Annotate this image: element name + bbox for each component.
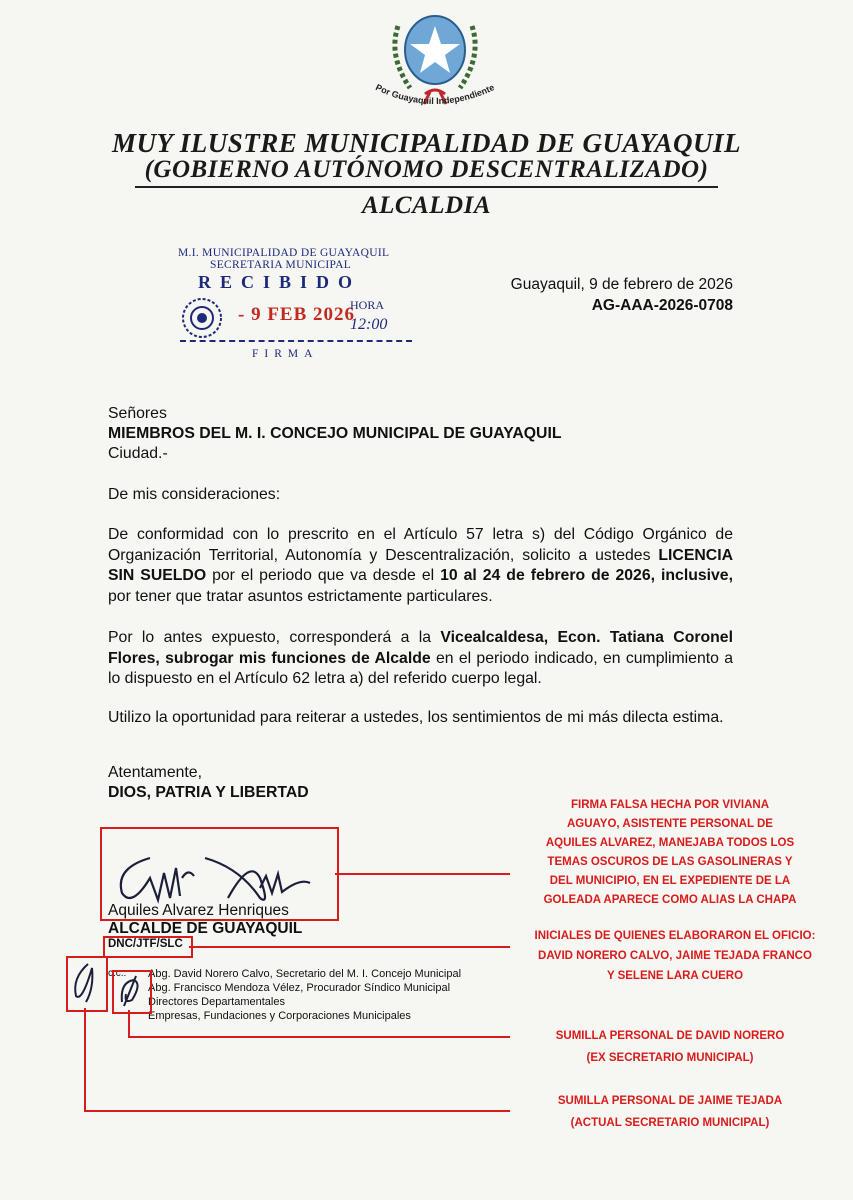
annotation-sumilla-tejada <box>510 1090 830 1134</box>
note-line: SUMILLA PERSONAL DE JAIME TEJADA <box>557 1095 783 1107</box>
stamp-dashed-line <box>180 340 412 342</box>
cc-label: c.c.: <box>108 968 127 979</box>
note-line: (EX SECRETARIO MUNICIPAL) <box>586 1052 754 1064</box>
drafter-initials: DNC/JTF/SLC <box>108 938 183 950</box>
connector-signature <box>335 873 510 875</box>
connector-tejada-vertical <box>84 1008 86 1112</box>
note-line: (ACTUAL SECRETARIO MUNICIPAL) <box>570 1117 770 1129</box>
signer-title: ALCALDE DE GUAYAQUIL <box>108 920 303 937</box>
p1-text-c: por el periodo que va desde el <box>206 567 441 584</box>
stamp-line-1: M.I. MUNICIPALIDAD DE GUAYAQUIL <box>178 247 390 259</box>
svg-text:Por Guayaquil Independiente: Por Guayaquil Independiente <box>374 82 496 107</box>
crest-motto <box>335 70 535 120</box>
motto: DIOS, PATRIA Y LIBERTAD <box>108 784 309 801</box>
connector-tejada <box>84 1110 510 1112</box>
city: Ciudad.- <box>108 445 168 462</box>
stamp-firma-label: FIRMA <box>252 348 319 360</box>
note-line: Y SELENE LARA CUERO <box>606 970 744 982</box>
p1-text-a: De conformidad con lo prescrito en el Artículo 57 letra s) del Código Orgánico de Organización Territorial, Autonomía y Descentralización, solicito a ustedes <box>108 526 733 564</box>
stamp-hora-label: HORA <box>350 298 385 312</box>
annotation-firma-falsa <box>510 796 830 910</box>
connector-initials <box>189 946 510 948</box>
office-name: ALCALDIA <box>361 192 492 219</box>
stamp-seal-icon <box>180 296 224 340</box>
connector-norero-vertical <box>128 1010 130 1038</box>
cc-line-4: Empresas, Fundaciones y Corporaciones Municipales <box>148 1010 411 1022</box>
note-line: GOLEADA APARECE COMO ALIAS LA CHAPA <box>543 894 797 906</box>
reference-number: AG-AAA-2026-0708 <box>591 297 733 314</box>
sumilla-norero-mark <box>114 972 146 1008</box>
stamp-date: - 9 FEB 2026 <box>238 304 356 325</box>
paragraph-2 <box>108 628 733 690</box>
note-line: DEL MUNICIPIO, EN EL EXPEDIENTE DE LA <box>549 875 791 887</box>
note-line: DAVID NORERO CALVO, JAIME TEJADA FRANCO <box>538 950 812 962</box>
cc-line-1: Abg. David Norero Calvo, Secretario del M. I. Concejo Municipal <box>148 968 462 980</box>
paragraph-1 <box>108 525 733 607</box>
p2-text-a: Por lo antes expuesto, corresponderá a la <box>108 629 441 646</box>
p1-bold-license: LICENCIA SIN SUELDO <box>108 546 733 584</box>
annotation-sumilla-norero <box>510 1025 830 1069</box>
p1-text-e: por tener que tratar asuntos estrictamente particulares. <box>108 587 493 605</box>
paragraph-3: Utilizo la oportunidad para reiterar a ustedes, los sentimientos de mi más dilecta estima. <box>108 709 724 726</box>
note-line: SUMILLA PERSONAL DE DAVID NORERO <box>555 1030 785 1042</box>
p1-bold-period: 10 al 24 de febrero de 2026, inclusive, <box>440 567 733 584</box>
sumilla-tejada-mark <box>68 958 102 1006</box>
cc-line-3: Directores Departamentales <box>148 996 285 1008</box>
annotation-iniciales <box>510 926 840 986</box>
place-date: Guayaquil, 9 de febrero de 2026 <box>510 276 733 293</box>
addressee: MIEMBROS DEL M. I. CONCEJO MUNICIPAL DE GUAYAQUIL <box>108 425 562 442</box>
note-line: FIRMA FALSA HECHA POR VIVIANA <box>570 799 770 811</box>
stamp-hora-value: 12:00 <box>350 316 388 333</box>
closing: Atentamente, <box>108 764 202 781</box>
note-line: TEMAS OSCUROS DE LAS GASOLINERAS Y <box>547 856 793 868</box>
header-rule <box>135 186 718 188</box>
note-line: AQUILES ALVAREZ, MANEJABA TODOS LOS <box>545 837 795 849</box>
cc-line-2: Abg. Francisco Mendoza Vélez, Procurador Síndico Municipal <box>148 982 451 994</box>
reception-stamp <box>170 240 415 358</box>
connector-norero <box>128 1036 510 1038</box>
p2-bold-subrogation: Vicealcaldesa, Econ. Tatiana Coronel Flores, subrogar mis funciones de Alcalde <box>108 629 733 667</box>
p2-text-c: en el periodo indicado, en cumplimiento a lo dispuesto en el Artículo 62 letra a) del referido cuerpo legal. <box>108 649 734 687</box>
opening: De mis consideraciones: <box>108 486 281 503</box>
note-line: AGUAYO, ASISTENTE PERSONAL DE <box>567 818 773 830</box>
stamp-line-2: SECRETARIA MUNICIPAL <box>210 259 352 271</box>
note-line: INICIALES DE QUIENES ELABORARON EL OFICIO: <box>534 930 816 942</box>
institution-subtitle: (GOBIERNO AUTÓNOMO DESCENTRALIZADO) <box>144 156 709 183</box>
signer-name: Aquiles Alvarez Henriques <box>108 902 289 919</box>
institution-name: MUY ILUSTRE MUNICIPALIDAD DE GUAYAQUIL <box>111 128 742 158</box>
salutation: Señores <box>108 405 167 422</box>
stamp-received: RECIBIDO <box>198 272 362 292</box>
